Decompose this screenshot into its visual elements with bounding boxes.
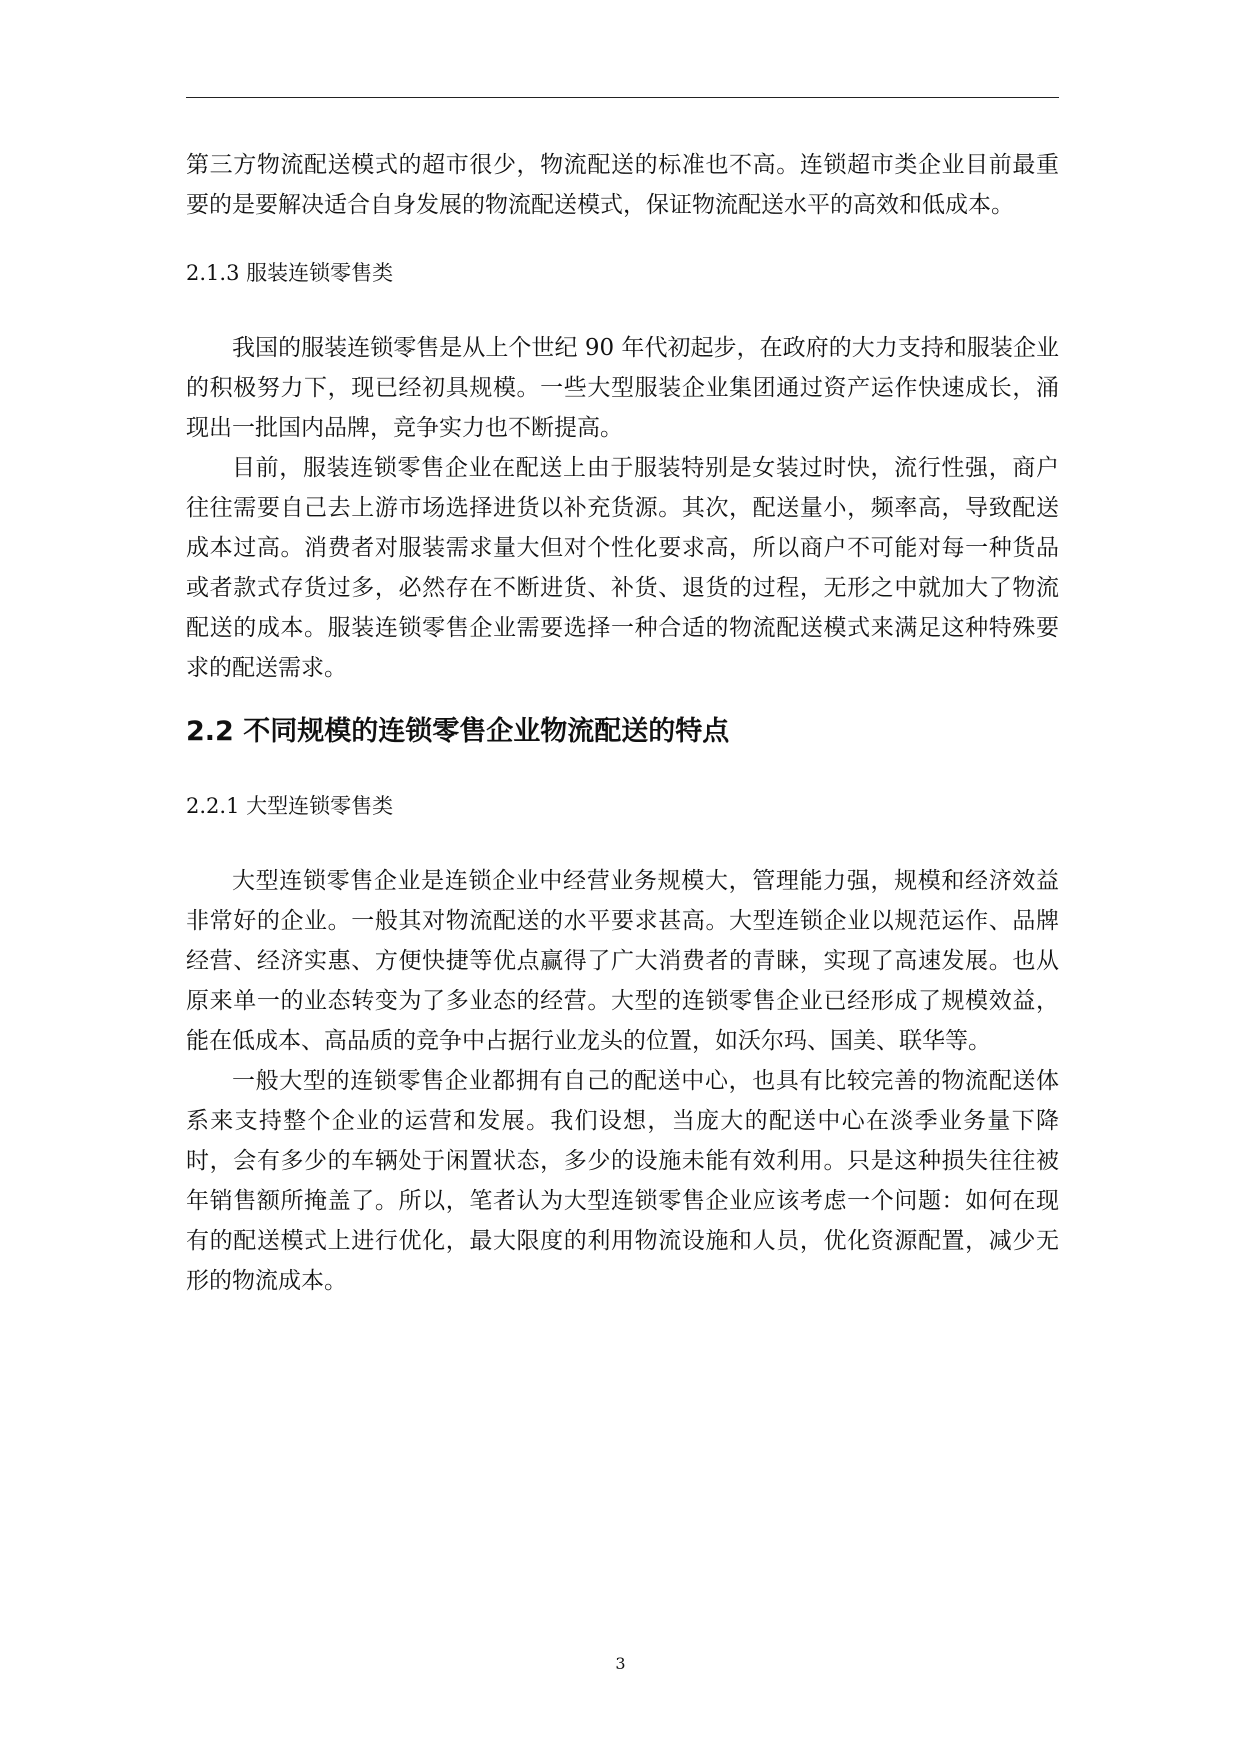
paragraph-apparel-history: 我国的服装连锁零售是从上个世纪 90 年代初起步，在政府的大力支持和服装企业的积极努力下，现已经初具规模。一些大型服装企业集团通过资产运作快速成长，涌现出一批国内品牌，竞争实力也不断提高。 (186, 335, 1059, 441)
paragraph-continued: 第三方物流配送模式的超市很少，物流配送的标准也不高。连锁超市类企业目前最重要的是要解决适合自身发展的物流配送模式，保证物流配送水平的高效和低成本。 (186, 152, 1059, 218)
section-heading-2-2: 2.2 不同规模的连锁零售企业物流配送的特点 (186, 716, 730, 747)
section-heading-2-1-3: 2.1.3 服装连锁零售类 (186, 261, 394, 285)
page-number: 3 (615, 1654, 626, 1673)
page-body (186, 145, 1059, 1301)
paragraph-distribution-center: 一般大型的连锁零售企业都拥有自己的配送中心，也具有比较完善的物流配送体系来支持整个企业的运营和发展。我们设想，当庞大的配送中心在淡季业务量下降时，会有多少的车辆处于闲置状态，多少的设施未能有效利用。只是这种损失往往被年销售额所掩盖了。所以，笔者认为大型连锁零售企业应该考虑一个问题：如何在现有的配送模式上进行优化，最大限度的利用物流设施和人员，优化资源配置，减少无形的物流成本。 (186, 1068, 1059, 1294)
section-heading-2-2-1: 2.2.1 大型连锁零售类 (186, 794, 394, 818)
header-rule (186, 97, 1059, 98)
paragraph-large-chains: 大型连锁零售企业是连锁企业中经营业务规模大，管理能力强，规模和经济效益非常好的企业。一般其对物流配送的水平要求甚高。大型连锁企业以规范运作、品牌经营、经济实惠、方便快捷等优点赢得了广大消费者的青睐，实现了高速发展。也从原来单一的业态转变为了多业态的经营。大型的连锁零售企业已经形成了规模效益，能在低成本、高品质的竞争中占据行业龙头的位置，如沃尔玛、国美、联华等。 (186, 868, 1059, 1054)
paragraph-apparel-distribution: 目前，服装连锁零售企业在配送上由于服装特别是女装过时快，流行性强，商户往往需要自己去上游市场选择进货以补充货源。其次，配送量小，频率高，导致配送成本过高。消费者对服装需求量大但对个性化要求高，所以商户不可能对每一种货品或者款式存货过多，必然存在不断进货、补货、退货的过程，无形之中就加大了物流配送的成本。服装连锁零售企业需要选择一种合适的物流配送模式来满足这种特殊要求的配送需求。 (186, 455, 1059, 681)
